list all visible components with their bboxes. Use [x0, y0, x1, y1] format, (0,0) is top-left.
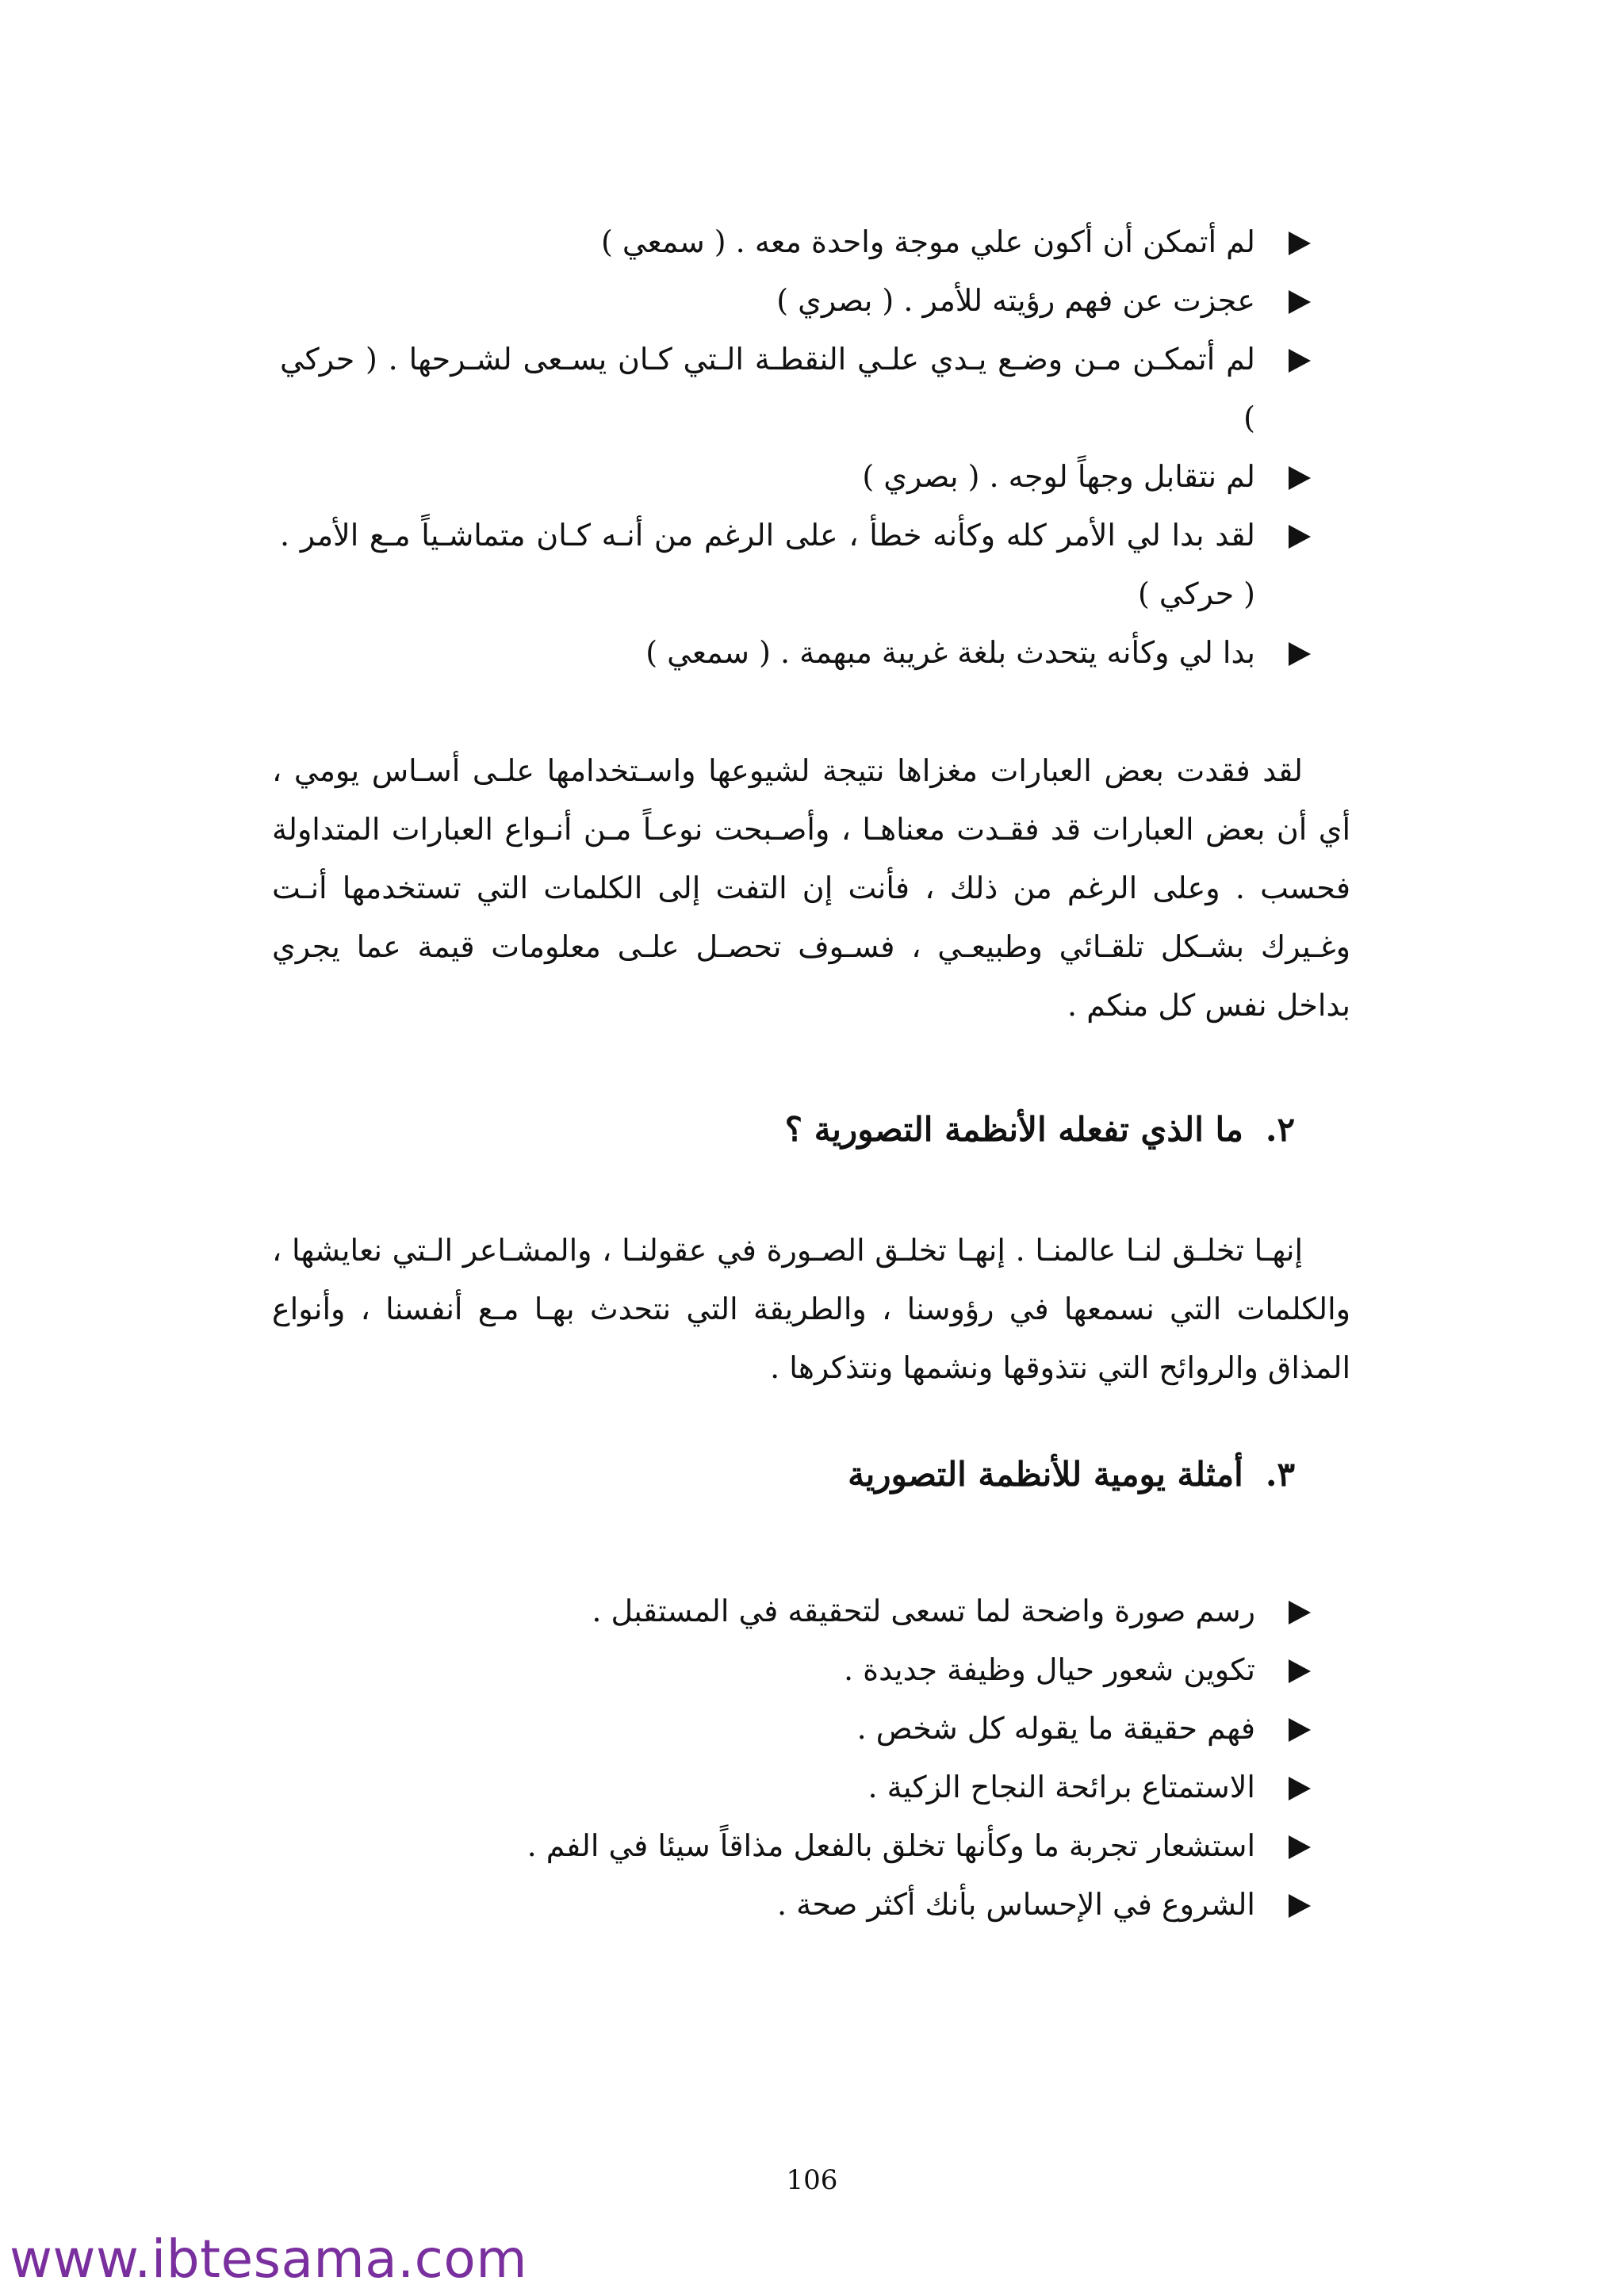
list-item	[280, 271, 1311, 330]
list-item	[359, 1758, 1311, 1816]
triangle-bullet-icon	[1289, 349, 1311, 373]
list-item-text: استشعار تجربة ما وكأنها تخلق بالفعل مذاقاً سيئا في الفم .	[527, 1828, 1255, 1863]
section-heading-2	[343, 1106, 1295, 1154]
list-item	[359, 1582, 1311, 1640]
list-item-text: رسم صورة واضحة لما تسعى لتحقيقه في المستقبل .	[592, 1594, 1255, 1628]
list-item-text: بدا لي وكأنه يتحدث بلغة غريبة مبهمة . ( سمعي )	[645, 635, 1255, 670]
heading-text: أمثلة يومية للأنظمة التصورية	[848, 1455, 1243, 1494]
section-heading-3	[343, 1451, 1295, 1498]
heading-number: ٢.	[1265, 1110, 1295, 1149]
heading-text: ما الذي تفعله الأنظمة التصورية ؟	[784, 1110, 1243, 1149]
bullet-list-1	[280, 212, 1311, 682]
list-item	[359, 1816, 1311, 1875]
list-item	[280, 447, 1311, 506]
triangle-bullet-icon	[1289, 290, 1311, 314]
list-item-text: لم أتمكـن مـن وضـع يـدي علـي النقطـة الـتي كـان يسـعى لشـرحها . ( حركي )	[280, 342, 1255, 435]
list-item	[280, 330, 1311, 447]
paragraph-2	[272, 1221, 1350, 1397]
heading-number: ٣.	[1265, 1455, 1295, 1494]
list-item-text: لم أتمكن أن أكون علي موجة واحدة معه . ( سمعي )	[600, 224, 1255, 259]
watermark-link[interactable]: www.ibtesama.com	[10, 2229, 528, 2290]
list-item-text: تكوين شعور حيال وظيفة جديدة .	[844, 1652, 1255, 1687]
list-item	[359, 1699, 1311, 1758]
list-item	[280, 623, 1311, 682]
list-item-text: الشروع في الإحساس بأنك أكثر صحة .	[776, 1887, 1255, 1922]
triangle-bullet-icon	[1289, 1894, 1311, 1918]
list-item	[359, 1875, 1311, 1934]
triangle-bullet-icon	[1289, 642, 1311, 666]
page-number: 106	[786, 2164, 838, 2196]
triangle-bullet-icon	[1289, 1601, 1311, 1624]
paragraph-text: إنهـا تخلـق لنـا عالمنـا . إنهـا تخلـق الصـورة في عقولنـا ، والمشـاعر الـتي نعايشها ، والكلمات التي نسمعها في رؤوسنا ، والطريقة التي نتحدث بهـا مـع أنفسنا ، وأنواع المذاق والروائح التي نتذوقها ونشمها ونتذكرها .	[272, 1233, 1350, 1385]
triangle-bullet-icon	[1289, 232, 1311, 255]
list-item-text: لم نتقابل وجهاً لوجه . ( بصري )	[862, 459, 1255, 494]
paragraph-1	[272, 741, 1350, 1035]
heading-2-title	[343, 1106, 1295, 1154]
triangle-bullet-icon	[1289, 1835, 1311, 1859]
triangle-bullet-icon	[1289, 525, 1311, 549]
paragraph-text: لقد فقدت بعض العبارات مغزاها نتيجة لشيوعها واسـتخدامها علـى أسـاس يومي ، أي أن بعض العبارات قد فقـدت معناهـا ، وأصـبحت نوعـاً مـن أنـواع العبارات المتداولة فحسب . وعلى الرغم من ذلك ، فأنت إن التفت إلى الكلمات التي تستخدمها أنـت وغـيرك بشـكل تلقـائي وطبيعـي ، فسـوف تحصـل علـى معلومات قيمة عما يجري بداخل نفس كل منكم .	[272, 753, 1350, 1023]
list-item	[280, 506, 1311, 623]
heading-3-title	[343, 1451, 1295, 1498]
list-item-text: لقد بدا لي الأمر كله وكأنه خطأ ، على الرغم من أنـه كـان متماشـياً مـع الأمر . ( حركي )	[280, 518, 1255, 611]
triangle-bullet-icon	[1289, 1777, 1311, 1800]
triangle-bullet-icon	[1289, 466, 1311, 490]
list-item	[280, 212, 1311, 271]
triangle-bullet-icon	[1289, 1718, 1311, 1742]
list-item-text: فهم حقيقة ما يقوله كل شخص .	[856, 1711, 1255, 1746]
triangle-bullet-icon	[1289, 1659, 1311, 1683]
bullet-list-2	[359, 1582, 1311, 1934]
list-item-text: عجزت عن فهم رؤيته للأمر . ( بصري )	[776, 283, 1255, 318]
list-item	[359, 1640, 1311, 1699]
list-item-text: الاستمتاع برائحة النجاح الزكية .	[868, 1770, 1255, 1804]
